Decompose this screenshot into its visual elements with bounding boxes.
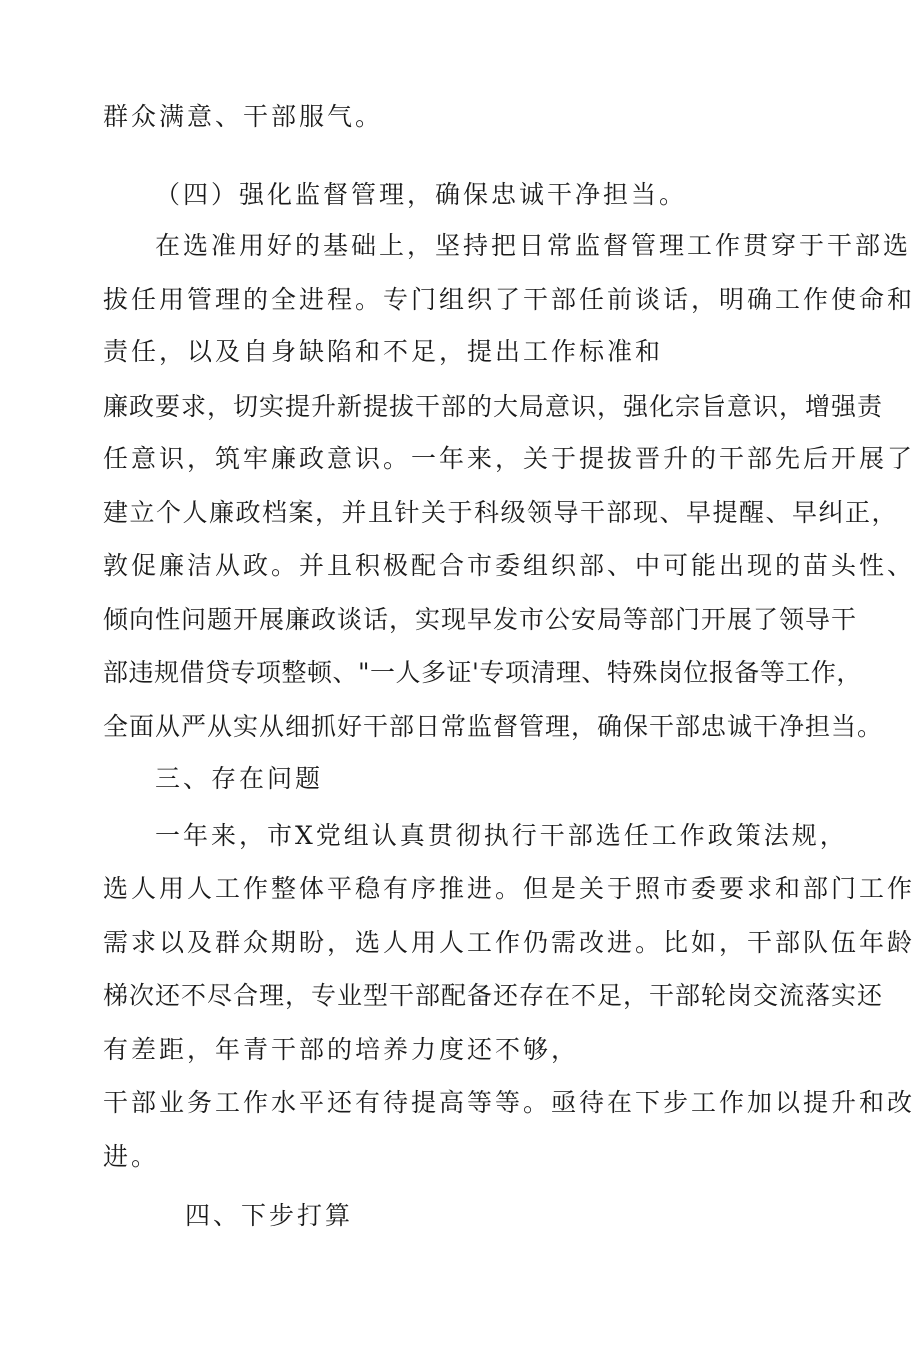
text-line: 建立个人廉政档案，并且针关于科级领导干部现、早提醒、早纠正，	[103, 498, 899, 527]
text-line: 拔任用管理的全进程。专门组织了干部任前谈话，明确工作使命和	[103, 285, 916, 314]
section-heading: （四）强化监督管理，确保忠诚干净担当。	[155, 180, 688, 209]
text-line: 进。	[103, 1142, 160, 1171]
text-line: 群众满意、干部服气。	[103, 102, 384, 131]
text-line: 全面从严从实从细抓好干部日常监督管理，确保干部忠诚干净担当。	[103, 712, 884, 741]
text-line: 部违规借贷专项整顿、"一人多证'专项清理、特殊岗位报备等工作，	[103, 658, 862, 687]
text-line: 倾向性问题开展廉政谈话，实现早发市公安局等部门开展了领导干	[103, 605, 858, 634]
text-line: 敦促廉洁从政。并且积极配合市委组织部、中可能出现的苗头性、	[103, 551, 916, 580]
section-heading: 三、存在问题	[155, 764, 324, 793]
text-line: 梯次还不尽合理，专业型干部配备还存在不足，干部轮岗交流落实还	[103, 981, 884, 1010]
text-line: 需求以及群众期盼，选人用人工作仍需改进。比如，干部队伍年龄	[103, 928, 916, 957]
text-line: 廉政要求，切实提升新提拔干部的大局意识，强化宗旨意识，增强责	[103, 392, 884, 421]
text-line: 在选准用好的基础上，坚持把日常监督管理工作贯穿于干部选	[155, 231, 912, 260]
text-line: 有差距，年青干部的培养力度还不够，	[103, 1035, 580, 1064]
text-line: 责任，以及自身缺陷和不足，提出工作标准和	[103, 337, 664, 366]
text-line: 任意识，筑牢廉政意识。一年来，关于提拔晋升的干部先后开展了	[103, 444, 916, 473]
text-line: 干部业务工作水平还有待提高等等。亟待在下步工作加以提升和改	[103, 1088, 916, 1117]
text-line: 一年来，市X党组认真贯彻执行干部选任工作政策法规，	[155, 821, 848, 850]
section-heading: 四、下步打算	[185, 1201, 354, 1230]
text-line: 选人用人工作整体平稳有序推进。但是关于照市委要求和部门工作	[103, 874, 916, 903]
